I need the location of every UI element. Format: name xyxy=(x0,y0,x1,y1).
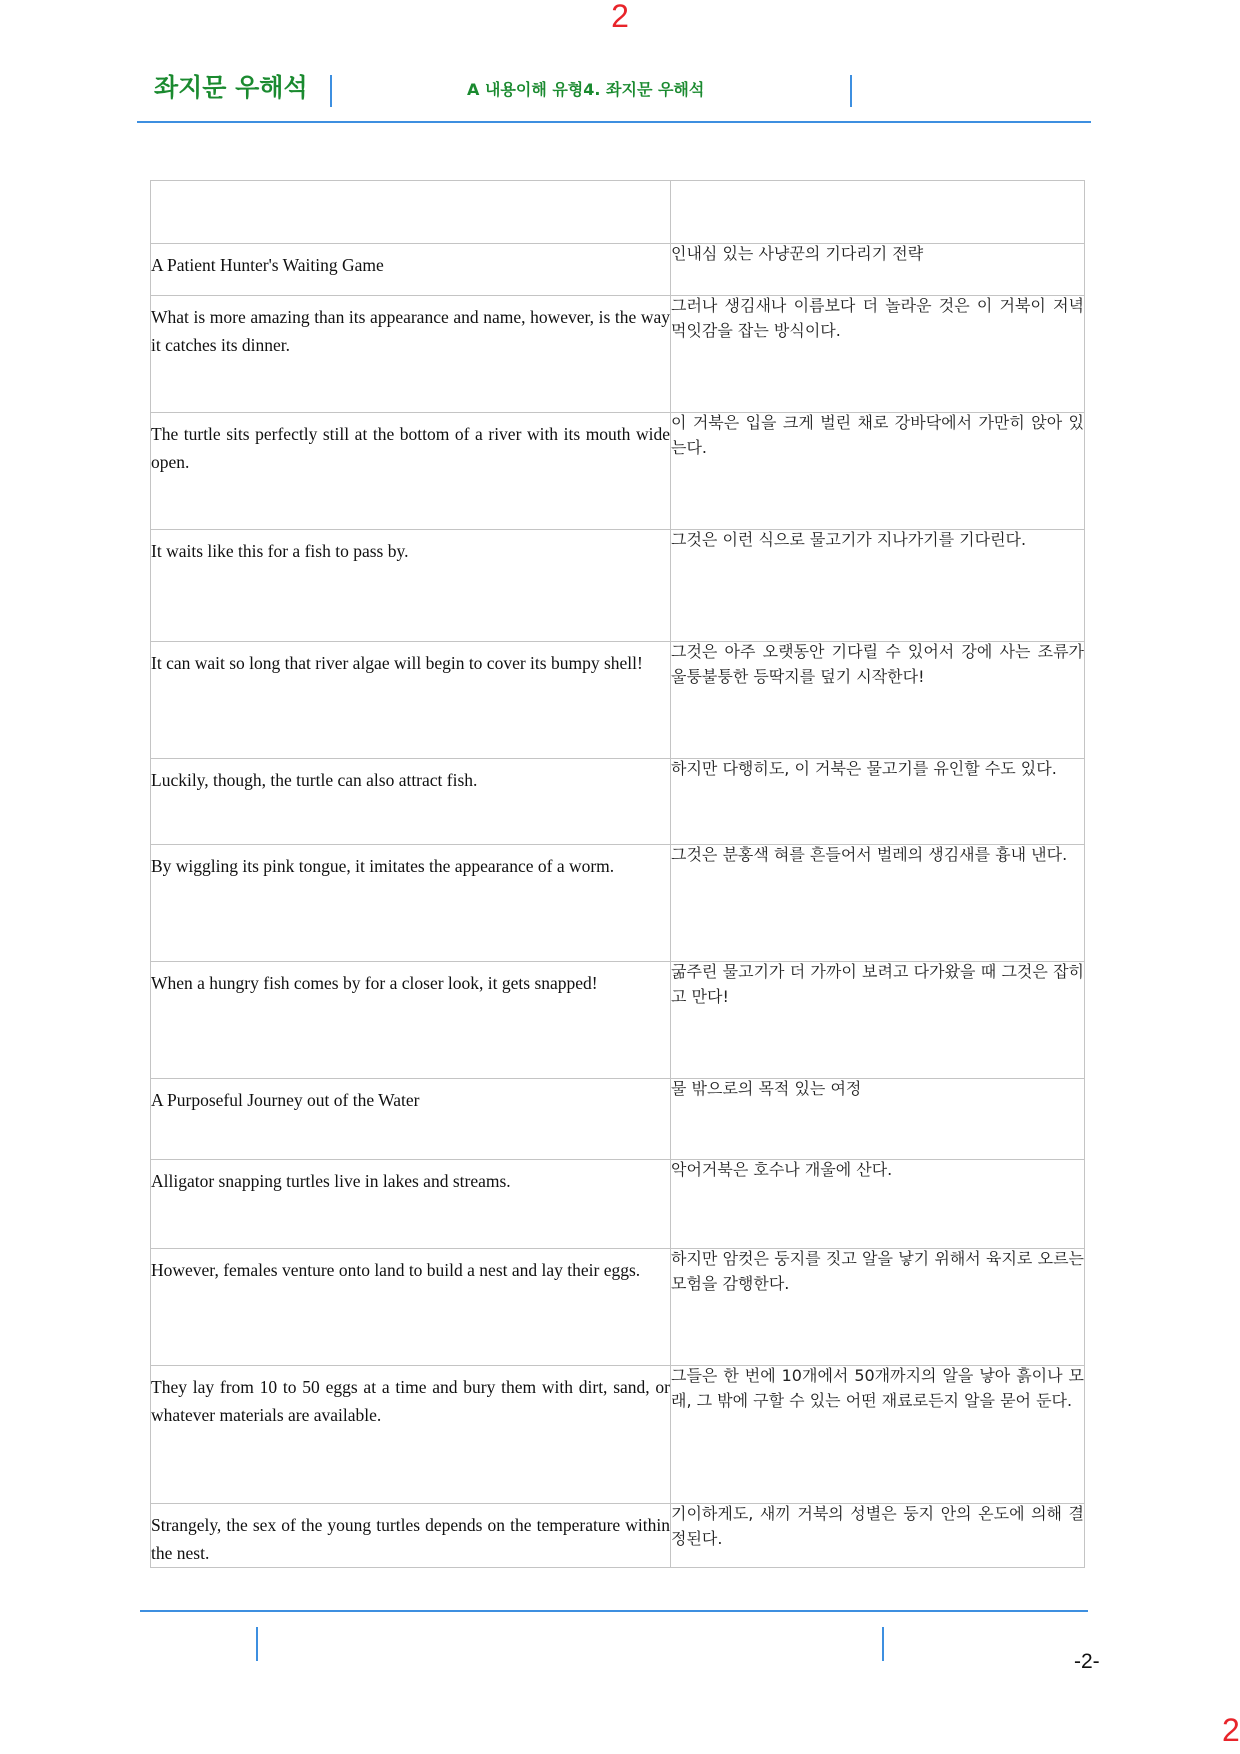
korean-cell xyxy=(671,296,1085,413)
korean-translation: 굶주린 물고기가 더 가까이 보려고 다가왔을 때 그것은 잡히고 만다! xyxy=(671,962,1084,1006)
table-row xyxy=(151,1504,1085,1568)
header-divider-left xyxy=(330,75,332,107)
table-row xyxy=(151,1249,1085,1366)
table-row xyxy=(151,642,1085,759)
table-row xyxy=(151,962,1085,1079)
korean-translation: 이 거북은 입을 크게 벌린 채로 강바닥에서 가만히 앉아 있는다. xyxy=(671,413,1084,457)
table-row xyxy=(151,296,1085,413)
english-sentence: A Purposeful Journey out of the Water xyxy=(151,1090,420,1110)
english-cell xyxy=(151,296,671,413)
korean-cell xyxy=(671,244,1085,296)
english-sentence: What is more amazing than its appearance and name, however, is the way it catches its dinner. xyxy=(151,307,670,355)
korean-cell xyxy=(671,962,1085,1079)
header-subtitle: A 내용이해 유형4. 좌지문 우해석 xyxy=(467,80,705,99)
header-title: 좌지문 우해석 xyxy=(154,73,308,102)
english-sentence: When a hungry fish comes by for a closer look, it gets snapped! xyxy=(151,973,598,993)
korean-cell xyxy=(671,845,1085,962)
english-cell xyxy=(151,1079,671,1160)
table-row xyxy=(151,1079,1085,1160)
table-row xyxy=(151,181,1085,244)
footer-rule xyxy=(140,1610,1088,1612)
korean-cell xyxy=(671,413,1085,530)
english-sentence: By wiggling its pink tongue, it imitates the appearance of a worm. xyxy=(151,856,615,876)
english-cell xyxy=(151,845,671,962)
footer-page-number: -2- xyxy=(1074,1650,1100,1673)
english-cell xyxy=(151,642,671,759)
footer-divider-right xyxy=(882,1627,884,1661)
english-cell xyxy=(151,1160,671,1249)
korean-cell xyxy=(671,642,1085,759)
korean-translation: 인내심 있는 사냥꾼의 기다리기 전략 xyxy=(671,244,924,263)
translation-table xyxy=(150,180,1085,1568)
korean-cell xyxy=(671,530,1085,642)
english-sentence: It waits like this for a fish to pass by. xyxy=(151,541,409,561)
korean-translation: 악어거북은 호수나 개울에 산다. xyxy=(671,1160,893,1179)
english-sentence: It can wait so long that river algae will begin to cover its bumpy shell! xyxy=(151,653,643,673)
english-sentence: Luckily, though, the turtle can also attract fish. xyxy=(151,770,478,790)
english-cell xyxy=(151,1504,671,1568)
korean-translation: 그것은 아주 오랫동안 기다릴 수 있어서 강에 사는 조류가 울퉁불퉁한 등딱지를 덮기 시작한다! xyxy=(671,642,1084,686)
korean-translation: 그러나 생김새나 이름보다 더 놀라운 것은 이 거북이 저녁 먹잇감을 잡는 방식이다. xyxy=(671,296,1084,340)
korean-translation: 그것은 이런 식으로 물고기가 지나가기를 기다린다. xyxy=(671,530,1027,549)
korean-cell xyxy=(671,1366,1085,1504)
page-marker-corner: 2 xyxy=(1222,1712,1240,1748)
korean-cell xyxy=(671,1504,1085,1568)
table-row xyxy=(151,845,1085,962)
english-sentence xyxy=(151,181,670,188)
footer-divider-left xyxy=(256,1627,258,1661)
table-row xyxy=(151,759,1085,845)
header-rule xyxy=(137,121,1091,123)
english-sentence: The turtle sits perfectly still at the bottom of a river with its mouth wide open. xyxy=(151,424,670,472)
english-cell xyxy=(151,244,671,296)
korean-translation: 물 밖으로의 목적 있는 여정 xyxy=(671,1079,862,1098)
table-row xyxy=(151,1366,1085,1504)
korean-cell xyxy=(671,181,1085,244)
english-cell xyxy=(151,962,671,1079)
table-row xyxy=(151,413,1085,530)
korean-translation: 하지만 암컷은 둥지를 짓고 알을 낳기 위해서 육지로 오르는 모험을 감행한다. xyxy=(671,1249,1084,1293)
korean-cell xyxy=(671,1249,1085,1366)
korean-translation: 하지만 다행히도, 이 거북은 물고기를 유인할 수도 있다. xyxy=(671,759,1057,778)
korean-cell xyxy=(671,1079,1085,1160)
english-sentence: A Patient Hunter's Waiting Game xyxy=(151,255,384,275)
table-row xyxy=(151,1160,1085,1249)
english-cell xyxy=(151,181,671,244)
table-row xyxy=(151,530,1085,642)
english-sentence: Strangely, the sex of the young turtles depends on the temperature within the nest. xyxy=(151,1515,670,1563)
korean-translation: 기이하게도, 새끼 거북의 성별은 둥지 안의 온도에 의해 결정된다. xyxy=(671,1504,1084,1548)
korean-translation: 그들은 한 번에 10개에서 50개까지의 알을 낳아 흙이나 모래, 그 밖에 구할 수 있는 어떤 재료로든지 알을 묻어 둔다. xyxy=(671,1366,1084,1410)
english-sentence: However, females venture onto land to build a nest and lay their eggs. xyxy=(151,1260,641,1280)
page-marker-top: 2 xyxy=(611,0,629,34)
english-cell xyxy=(151,759,671,845)
header-divider-right xyxy=(850,75,852,107)
english-sentence: They lay from 10 to 50 eggs at a time and bury them with dirt, sand, or whatever materials are available. xyxy=(151,1377,670,1425)
english-cell xyxy=(151,530,671,642)
english-cell xyxy=(151,1366,671,1504)
korean-cell xyxy=(671,759,1085,845)
korean-translation: 그것은 분홍색 혀를 흔들어서 벌레의 생김새를 흉내 낸다. xyxy=(671,845,1068,864)
english-cell xyxy=(151,413,671,530)
table-row xyxy=(151,244,1085,296)
korean-cell xyxy=(671,1160,1085,1249)
english-sentence: Alligator snapping turtles live in lakes and streams. xyxy=(151,1171,511,1191)
english-cell xyxy=(151,1249,671,1366)
